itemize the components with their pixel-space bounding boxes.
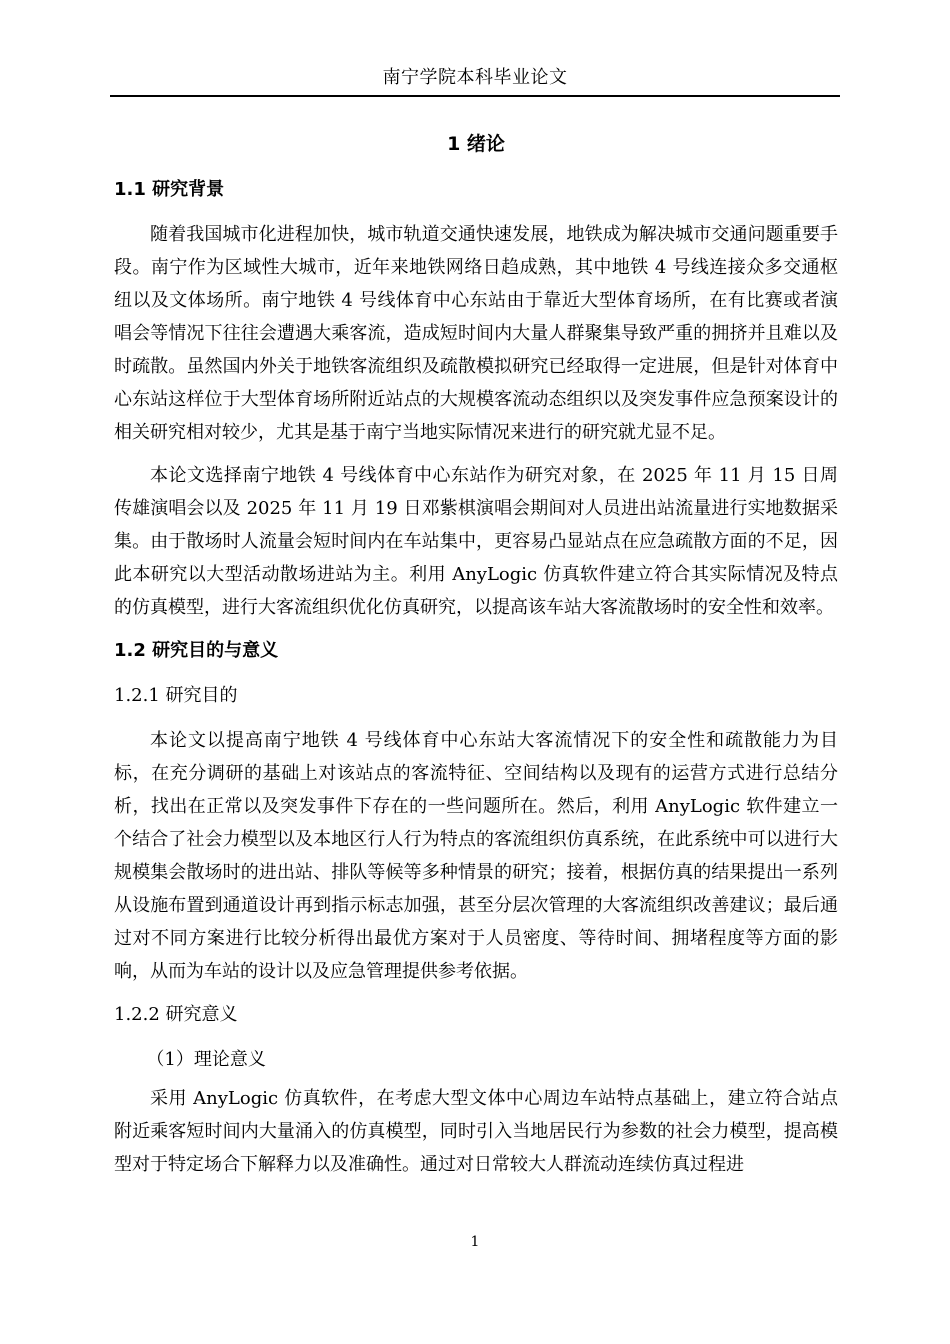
item-heading-theory: （1）理论意义 — [146, 1049, 266, 1070]
paragraph-theory: 采用 AnyLogic 仿真软件，在考虑大型文体中心周边车站特点基础上，建立符合站点附近乘客短时间内大量涌入的仿真模型，同时引入当地居民行为参数的社会力模型，提高模型对于特定场合下解释力以及准确性。通过对日常较大人群流动连续仿真过程进 — [114, 1088, 838, 1175]
page-body — [114, 128, 838, 1181]
section-heading-1-1: 1.1 研究背景 — [114, 179, 225, 200]
subsection-heading-1-2-1: 1.2.1 研究目的 — [114, 685, 238, 706]
header-rule — [110, 95, 840, 97]
running-header: 南宁学院本科毕业论文 — [382, 67, 568, 88]
page-number: 1 — [470, 1234, 480, 1250]
paragraph-background-2: 本论文选择南宁地铁 4 号线体育中心东站作为研究对象，在 2025 年 11 月 15 日周传雄演唱会以及 2025 年 11 月 19 日邓紫棋演唱会期间对人员进出站流量进行实地数据采集。由于散场时人流量会短时间内在车站集中，更容易凸显站点在应急疏散方面的不足，因此本研究以大型活动散场进站为主。利用 AnyLogic 仿真软件建立符合其实际情况及特点的仿真模型，进行大客流组织优化仿真研究，以提高该车站大客流散场时的安全性和效率。 — [114, 465, 838, 618]
section-heading-1-2: 1.2 研究目的与意义 — [114, 640, 279, 661]
paragraph-purpose: 本论文以提高南宁地铁 4 号线体育中心东站大客流情况下的安全性和疏散能力为目标，在充分调研的基础上对该站点的客流特征、空间结构以及现有的运营方式进行总结分析，找出在正常以及突发事件下存在的一些问题所在。然后，利用 AnyLogic 软件建立一个结合了社会力模型以及本地区行人行为特点的客流组织仿真系统，在此系统中可以进行大规模集会散场时的进出站、排队等候等多种情景的研究；接着，根据仿真的结果提出一系列从设施布置到通道设计再到指示标志加强，甚至分层次管理的大客流组织改善建议；最后通过对不同方案进行比较分析得出最优方案对于人员密度、等待时间、拥堵程度等方面的影响，从而为车站的设计以及应急管理提供参考依据。 — [114, 730, 838, 982]
paragraph-background-1: 随着我国城市化进程加快，城市轨道交通快速发展，地铁成为解决城市交通问题重要手段。南宁作为区域性大城市，近年来地铁网络日趋成熟，其中地铁 4 号线连接众多交通枢纽以及文体场所。南宁地铁 4 号线体育中心东站由于靠近大型体育场所，在有比赛或者演唱会等情况下往往会遭遇大乘客流，造成短时间内大量人群聚集导致严重的拥挤并且难以及时疏散。虽然国内外关于地铁客流组织及疏散模拟研究已经取得一定进展，但是针对体育中心东站这样位于大型体育场所附近站点的大规模客流动态组织以及突发事件应急预案设计的相关研究相对较少，尤其是基于南宁当地实际情况来进行的研究就尤显不足。 — [114, 224, 838, 443]
chapter-title: 1 绪论 — [447, 133, 505, 155]
subsection-heading-1-2-2: 1.2.2 研究意义 — [114, 1004, 238, 1025]
